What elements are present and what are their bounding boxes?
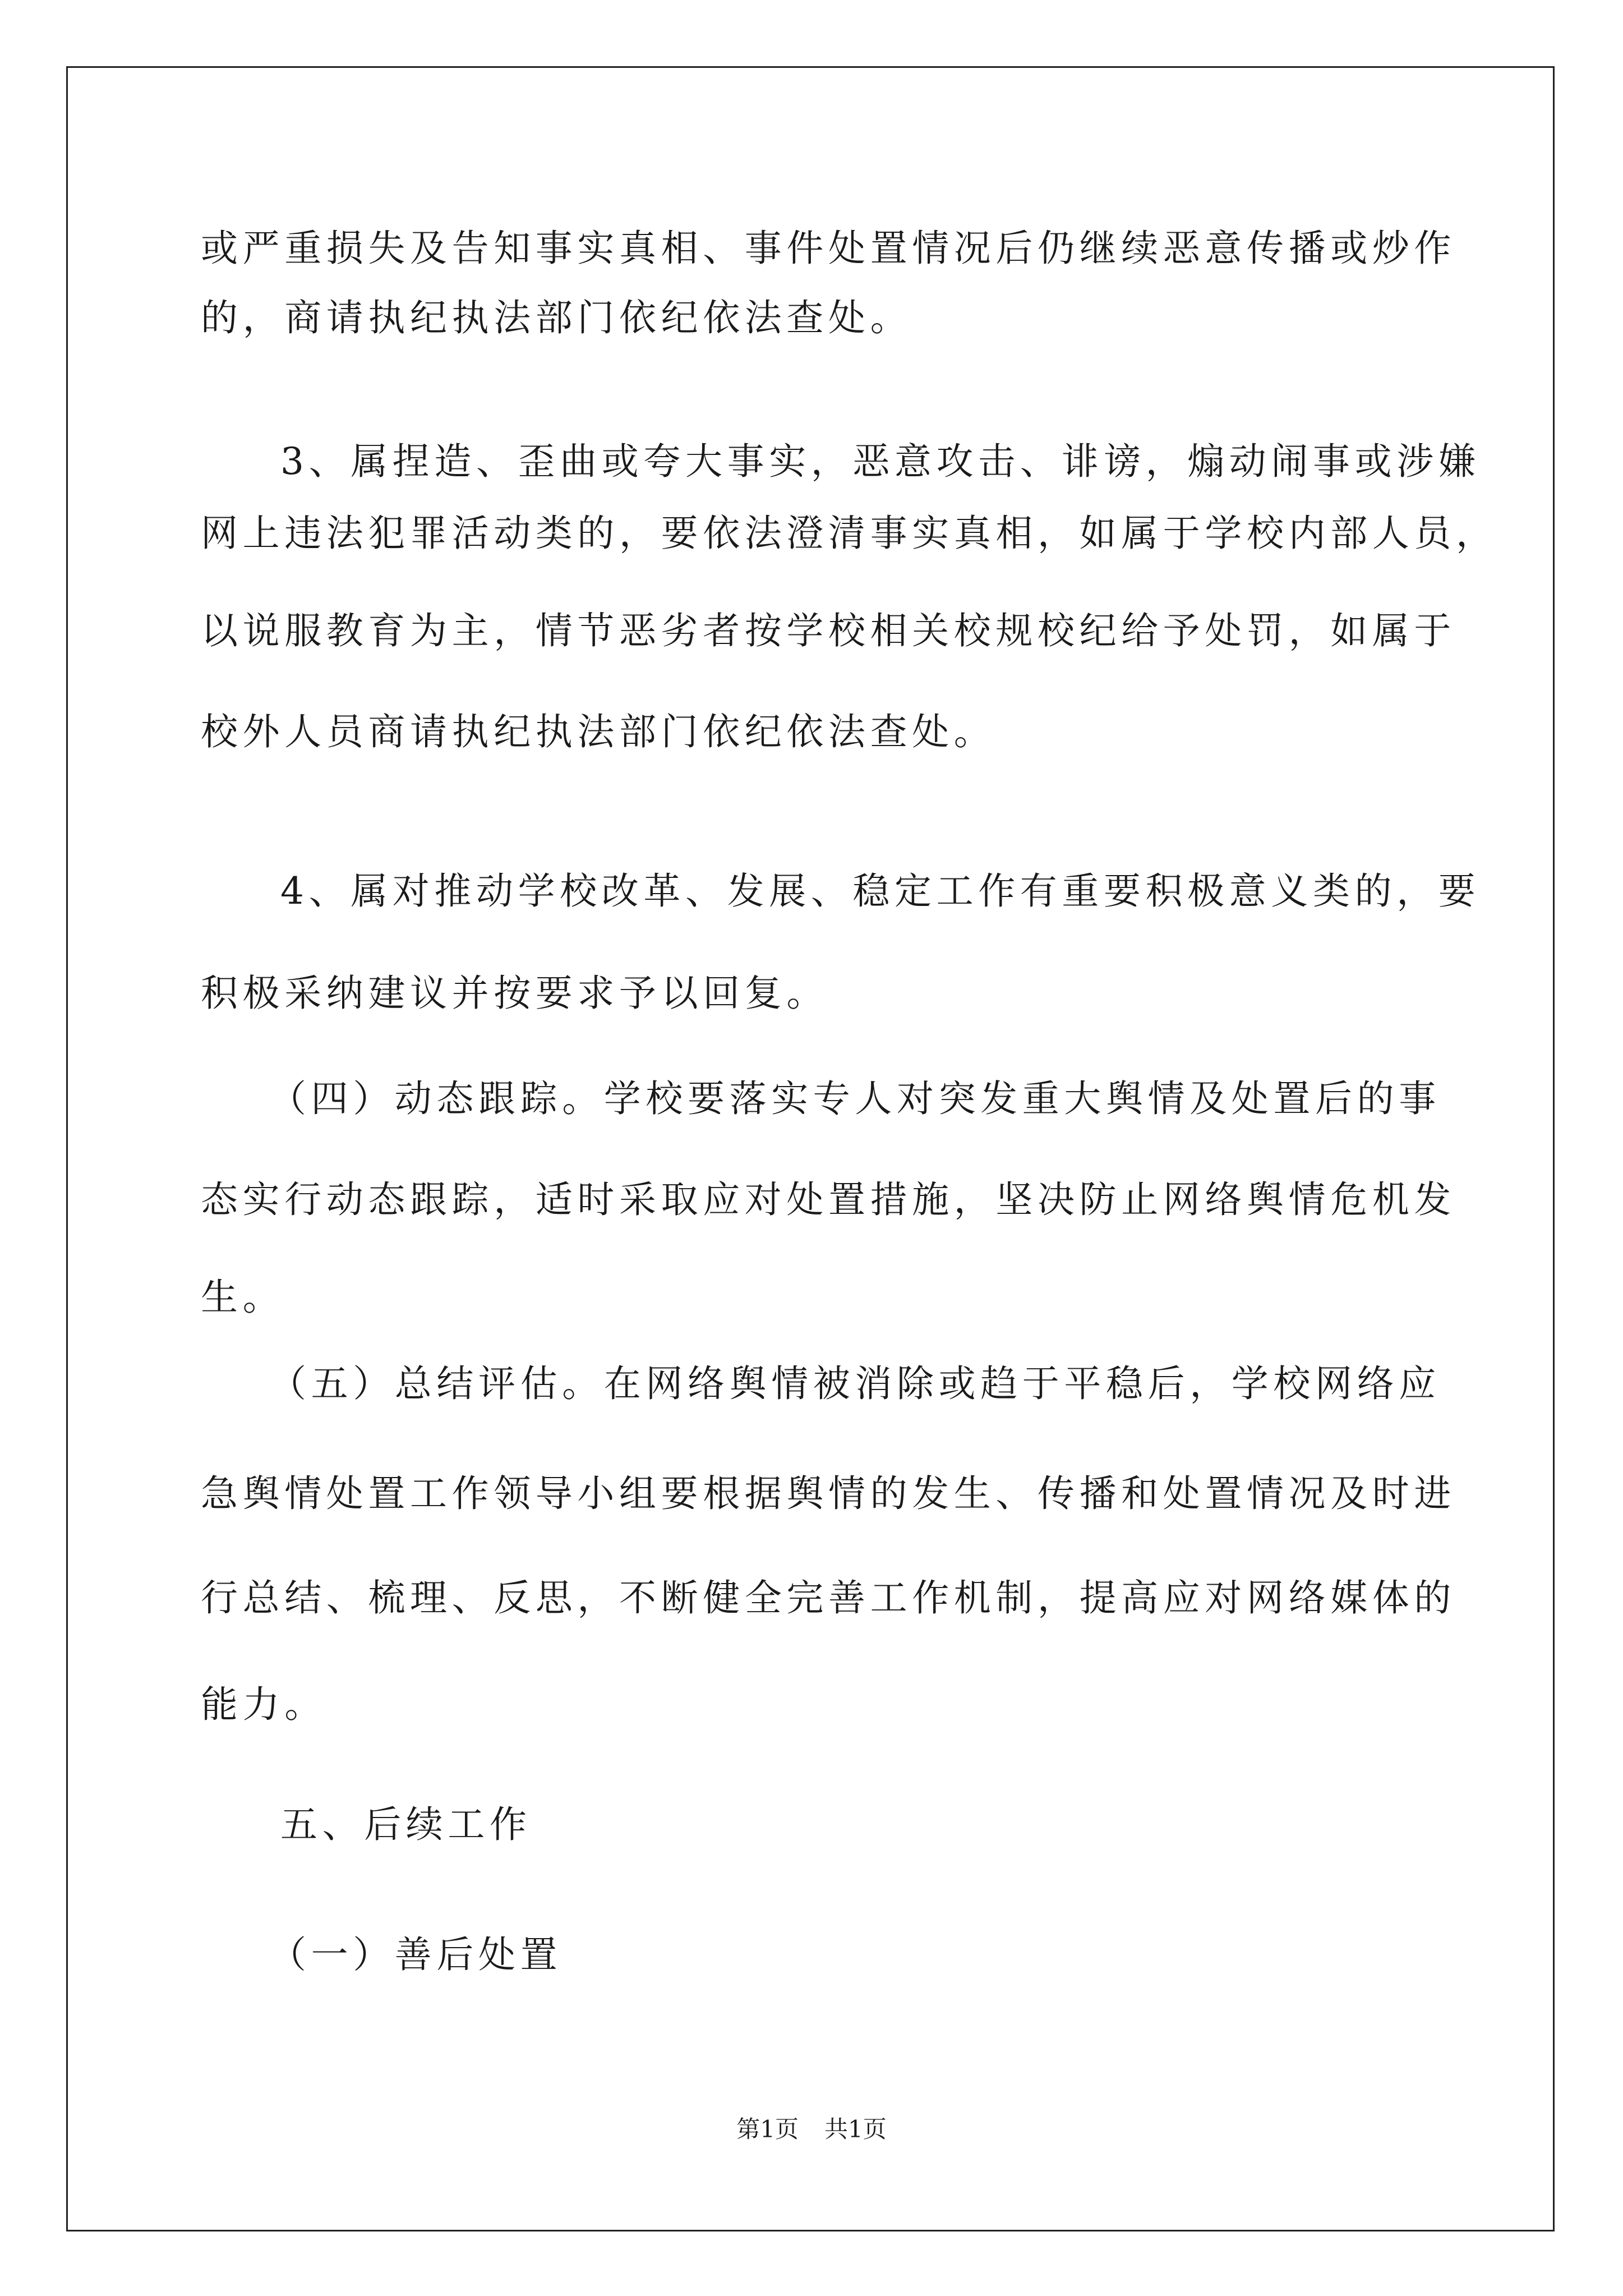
body-line-15: 能力。 xyxy=(201,1683,326,1726)
body-line-14: 行总结、梳理、反思，不断健全完善工作机制，提高应对网络媒体的 xyxy=(201,1576,1456,1619)
body-line-13: 急舆情处置工作领导小组要根据舆情的发生、传播和处置情况及时进 xyxy=(201,1472,1456,1515)
body-line-9: （四）动态跟踪。学校要落实专人对突发重大舆情及处置后的事 xyxy=(269,1077,1441,1120)
subsection-heading: （一）善后处置 xyxy=(269,1933,562,1976)
body-line-4: 网上违法犯罪活动类的，要依法澄清事实真相，如属于学校内部人员， xyxy=(201,512,1498,555)
body-line-1: 或严重损失及告知事实真相、事件处置情况后仍继续恶意传播或炒作 xyxy=(201,227,1456,270)
body-line-2: 的，商请执纪执法部门依纪依法查处。 xyxy=(201,296,912,339)
body-line-5: 以说服教育为主，情节恶劣者按学校相关校规校纪给予处罚，如属于 xyxy=(201,609,1456,652)
body-line-6: 校外人员商请执纪执法部门依纪依法查处。 xyxy=(201,710,996,753)
page-border xyxy=(66,66,1555,2231)
section-heading: 五、后续工作 xyxy=(280,1803,532,1846)
body-line-3: 3、属捏造、歪曲或夸大事实，恶意攻击、诽谤，煽动闹事或涉嫌 xyxy=(280,440,1481,483)
page-total: 共1页 xyxy=(824,2115,887,2143)
body-line-12: （五）总结评估。在网络舆情被消除或趋于平稳后，学校网络应 xyxy=(269,1362,1441,1405)
page-number: 第1页 xyxy=(736,2115,799,2143)
body-line-8: 积极采纳建议并按要求予以回复。 xyxy=(201,972,828,1015)
body-line-10: 态实行动态跟踪，适时采取应对处置措施，坚决防止网络舆情危机发 xyxy=(201,1178,1456,1221)
body-line-7: 4、属对推动学校改革、发展、稳定工作有重要积极意义类的，要 xyxy=(280,869,1481,913)
page-footer xyxy=(0,2115,1623,2143)
body-line-11: 生。 xyxy=(201,1276,285,1319)
